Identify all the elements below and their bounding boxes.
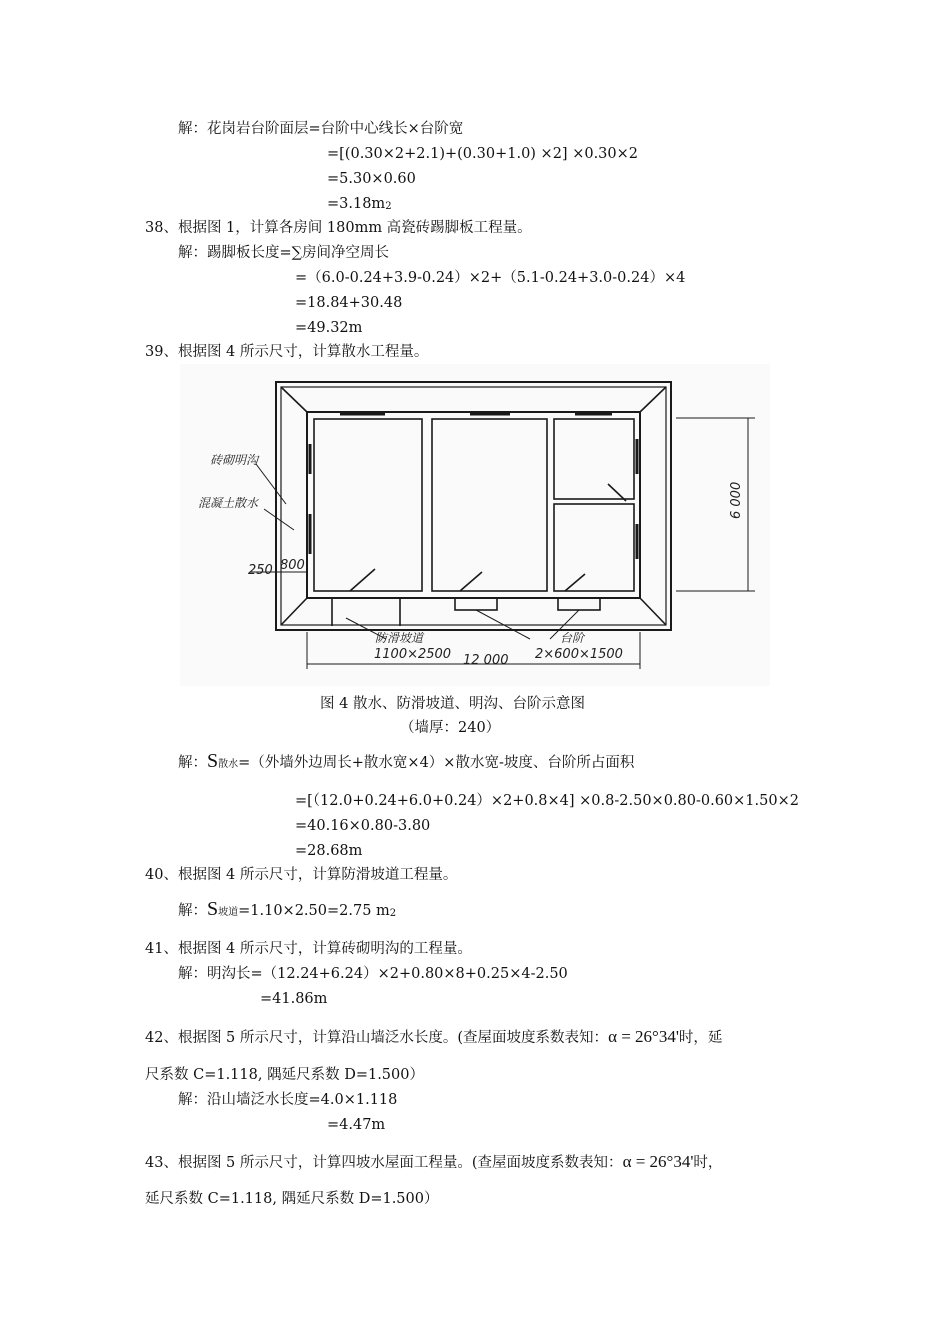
formula-line: =41.86m bbox=[260, 991, 328, 1007]
dim-800: 800 bbox=[280, 558, 305, 573]
formula-line: =5.30×0.60 bbox=[327, 171, 416, 187]
floor-plan-diagram bbox=[180, 364, 770, 686]
label-ramp: 防滑坡道 bbox=[375, 631, 424, 645]
figure-caption: 图 4 散水、防滑坡道、明沟、台阶示意图 bbox=[320, 696, 585, 712]
question-42-cont: 尺系数 C=1.118, 隅延尺系数 D=1.500） bbox=[145, 1067, 424, 1083]
corner-diagonal bbox=[640, 387, 666, 412]
subscript: 散水 bbox=[218, 759, 239, 770]
subscript: 坡道 bbox=[218, 907, 239, 918]
formula-line: =[（12.0+0.24+6.0+0.24）×2+0.8×4] ×0.8-2.50×0.80-0.60×1.50×2 bbox=[295, 793, 799, 809]
room-2 bbox=[432, 419, 547, 591]
figure-4 bbox=[180, 364, 770, 686]
question-text: 42、根据图 5 所示尺寸，计算沿山墙泛水长度。(查屋面坡度系数表知： bbox=[145, 1030, 609, 1046]
solution-line: 解：踢脚板长度=∑房间净空周长 bbox=[178, 245, 389, 261]
formula-line: =49.32m bbox=[295, 320, 363, 336]
angle-formula: α = 26°34' bbox=[608, 1027, 679, 1046]
solution-line bbox=[178, 900, 396, 923]
outer-wall bbox=[307, 412, 640, 598]
solution-line: 解：沿山墙泛水长度=4.0×1.118 bbox=[178, 1092, 398, 1108]
solution-prefix: 解： bbox=[178, 903, 207, 919]
room-3-lower bbox=[554, 504, 634, 591]
question-text: 时，延 bbox=[678, 1030, 723, 1046]
question-38: 38、根据图 1，计算各房间 180mm 高瓷砖踢脚板工程量。 bbox=[145, 220, 532, 236]
step bbox=[558, 598, 600, 610]
figure-caption-sub: （墙厚：240） bbox=[400, 720, 501, 736]
question-39: 39、根据图 4 所示尺寸，计算散水工程量。 bbox=[145, 344, 429, 360]
dim-ramp: 1100×2500 bbox=[374, 647, 452, 662]
formula-line: =4.47m bbox=[327, 1117, 386, 1133]
solution-prefix: 解： bbox=[178, 755, 207, 771]
corner-diagonal bbox=[640, 598, 666, 625]
question-40: 40、根据图 4 所示尺寸，计算防滑坡道工程量。 bbox=[145, 867, 458, 883]
door-swing bbox=[460, 572, 482, 591]
unit-superscript: 2 bbox=[389, 908, 397, 919]
formula-line: =（6.0-0.24+3.9-0.24）×2+（5.1-0.24+3.0-0.24）×4 bbox=[295, 270, 686, 286]
unit-superscript: 2 bbox=[385, 201, 392, 212]
formula-line: =28.68m bbox=[295, 843, 363, 859]
question-text: 时， bbox=[693, 1155, 723, 1171]
dim-12000: 12 000 bbox=[463, 653, 509, 668]
label-trench: 砖砌明沟 bbox=[210, 453, 259, 467]
symbol-S: S bbox=[207, 898, 219, 920]
result-value: =3.18m bbox=[327, 196, 386, 212]
corner-diagonal bbox=[281, 387, 307, 412]
symbol-S: S bbox=[207, 750, 219, 772]
formula-line: =40.16×0.80-3.80 bbox=[295, 818, 431, 834]
solution-line: 解：明沟长=（12.24+6.24）×2+0.80×8+0.25×4-2.50 bbox=[178, 966, 568, 982]
question-41: 41、根据图 4 所示尺寸，计算砖砌明沟的工程量。 bbox=[145, 941, 472, 957]
formula-text: =（外墙外边周长+散水宽×4）×散水宽-坡度、台阶所占面积 bbox=[238, 755, 635, 771]
angle-formula: α = 26°34' bbox=[622, 1152, 694, 1171]
room-1 bbox=[314, 419, 422, 591]
question-43 bbox=[145, 1153, 722, 1172]
door-swing bbox=[565, 574, 585, 591]
trench-line bbox=[281, 387, 666, 625]
dim-6000: 6 000 bbox=[729, 481, 744, 519]
formula-line bbox=[327, 195, 392, 216]
room-3-upper bbox=[554, 419, 634, 499]
formula-line: =18.84+30.48 bbox=[295, 295, 403, 311]
formula-line: =[(0.30×2+2.1)+(0.30+1.0) ×2] ×0.30×2 bbox=[327, 146, 639, 162]
question-43-cont: 延尺系数 C=1.118, 隅延尺系数 D=1.500） bbox=[145, 1191, 439, 1207]
solution-line: 解：花岗岩台阶面层=台阶中心线长×台阶宽 bbox=[178, 121, 464, 137]
dim-steps: 2×600×1500 bbox=[535, 647, 623, 662]
question-42 bbox=[145, 1028, 722, 1047]
label-steps: 台阶 bbox=[560, 631, 585, 645]
question-text: 43、根据图 5 所示尺寸，计算四坡水屋面工程量。(查屋面坡度系数表知： bbox=[145, 1155, 623, 1171]
dim-250: 250 bbox=[248, 563, 273, 578]
door-swing bbox=[350, 569, 375, 591]
corner-diagonal bbox=[281, 598, 307, 625]
step bbox=[455, 598, 497, 610]
label-apron: 混凝土散水 bbox=[198, 496, 259, 510]
leader-line bbox=[264, 509, 294, 530]
formula-text: =1.10×2.50=2.75 m bbox=[238, 903, 390, 919]
solution-line bbox=[178, 752, 634, 774]
